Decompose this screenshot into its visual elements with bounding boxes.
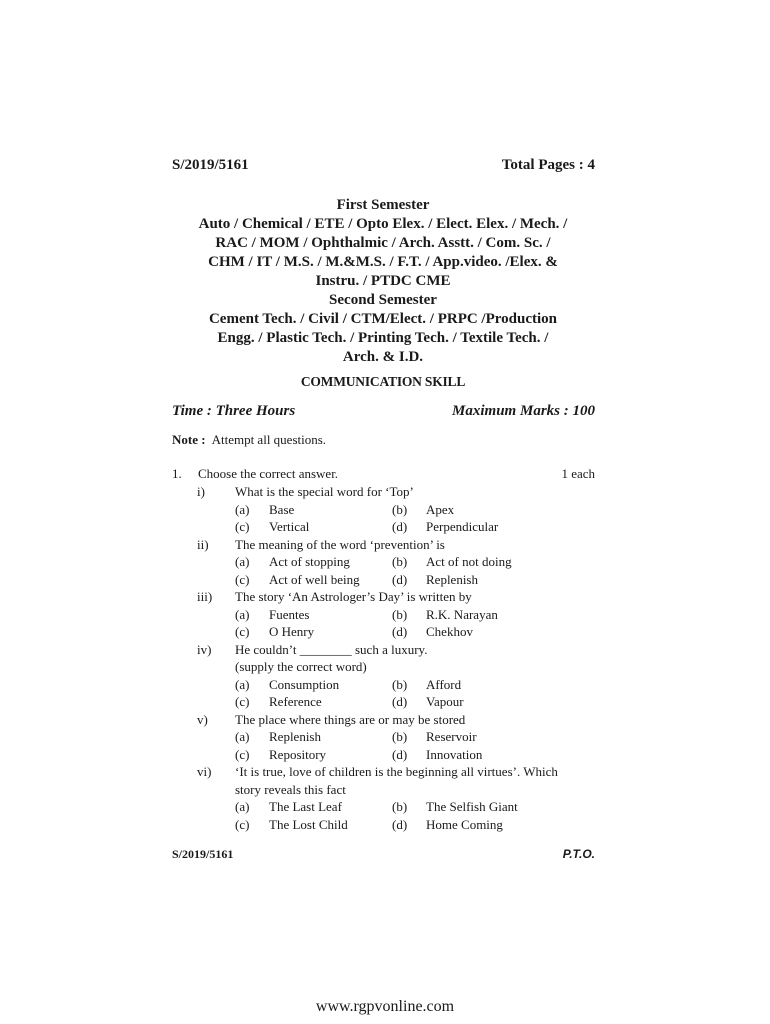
note — [172, 432, 595, 448]
option-text: Act of not doing — [426, 554, 512, 569]
max-marks-label: Maximum Marks : 100 — [452, 403, 595, 419]
option-letter: (b) — [392, 606, 408, 622]
heading-line: Engg. / Plastic Tech. / Printing Tech. / Textile Tech. / — [217, 330, 549, 346]
option-text: Consumption — [269, 676, 340, 692]
answer-option — [235, 798, 392, 816]
answer-option — [235, 606, 392, 624]
item-question-text: ‘It is true, love of children is the beginning all virtues’. Which — [235, 764, 558, 779]
option-text: Act of well being — [269, 571, 360, 587]
answer-option — [235, 518, 392, 536]
answer-option — [392, 798, 592, 816]
option-letter: (a) — [235, 799, 250, 814]
answer-option — [235, 816, 392, 834]
answer-option — [392, 501, 592, 519]
question-text: Choose the correct answer. — [198, 466, 339, 481]
heading-line: First Semester — [336, 197, 430, 213]
option-letter: (c) — [235, 694, 250, 709]
question-marks: 1 each — [561, 466, 595, 481]
option-letter: (a) — [235, 729, 250, 744]
options-grid — [235, 728, 595, 763]
item-number: iv) — [197, 641, 212, 657]
footer-code: S/2019/5161 — [172, 847, 234, 861]
question-item — [197, 536, 595, 589]
option-letter: (b) — [392, 501, 408, 517]
option-text: Base — [269, 501, 295, 517]
answer-option — [392, 816, 592, 834]
item-question-text: The meaning of the word ‘prevention’ is — [235, 536, 445, 552]
option-letter: (b) — [392, 676, 408, 692]
answer-option — [392, 623, 592, 641]
answer-option — [392, 571, 592, 589]
option-text: The Lost Child — [269, 816, 348, 832]
question-item — [197, 711, 595, 764]
option-text: Afford — [426, 676, 462, 692]
option-letter: (b) — [392, 729, 408, 744]
answer-option — [235, 501, 392, 519]
item-question-text: What is the special word for ‘Top’ — [235, 484, 414, 499]
question-1-header — [172, 466, 595, 482]
option-text: The Selfish Giant — [426, 799, 518, 814]
option-text: Replenish — [426, 571, 478, 587]
option-text: Act of stopping — [269, 554, 350, 569]
option-letter: (a) — [235, 606, 250, 622]
option-letter: (d) — [392, 624, 408, 639]
item-question-text: The story ‘An Astrologer’s Day’ is written by — [235, 589, 472, 604]
header-row — [172, 157, 595, 174]
option-text: Perpendicular — [426, 519, 499, 534]
option-text: Innovation — [426, 746, 483, 762]
answer-option — [235, 746, 392, 764]
answer-option — [392, 606, 592, 624]
answer-option — [235, 676, 392, 694]
note-label: Note : — [172, 432, 206, 447]
option-text: Chekhov — [426, 624, 473, 639]
option-text: Vertical — [269, 519, 310, 534]
option-text: Apex — [426, 501, 455, 517]
question-items — [197, 483, 595, 833]
option-letter: (d) — [392, 571, 408, 587]
paper-code: S/2019/5161 — [172, 157, 249, 173]
option-text: Replenish — [269, 729, 321, 744]
time-marks-row — [172, 403, 595, 420]
item-question-text: story reveals this fact — [235, 781, 346, 797]
question-number: 1. — [172, 466, 182, 481]
option-letter: (c) — [235, 519, 250, 534]
option-letter: (d) — [392, 746, 408, 762]
total-pages: Total Pages : 4 — [501, 157, 595, 173]
options-grid — [235, 501, 595, 536]
heading-line: RAC / MOM / Ophthalmic / Arch. Asstt. / Com. Sc. / — [215, 235, 551, 251]
heading-line: CHM / IT / M.S. / M.&M.S. / F.T. / App.video. /Elex. & — [208, 254, 558, 270]
options-grid — [235, 606, 595, 641]
option-text: Reservoir — [426, 729, 477, 744]
answer-option — [235, 693, 392, 711]
heading-line: Arch. & I.D. — [342, 349, 424, 365]
option-letter: (c) — [235, 816, 250, 832]
option-letter: (d) — [392, 694, 408, 709]
footer — [172, 847, 595, 862]
option-text: Reference — [269, 694, 322, 709]
question-item — [197, 483, 595, 536]
option-letter: (c) — [235, 571, 250, 587]
note-text: Attempt all questions. — [211, 432, 327, 447]
answer-option — [235, 623, 392, 641]
answer-option — [235, 728, 392, 746]
item-number: vi) — [197, 764, 212, 779]
option-text: Home Coming — [426, 816, 503, 832]
options-grid — [235, 798, 595, 833]
item-number: i) — [197, 484, 205, 499]
answer-option — [392, 746, 592, 764]
answer-option — [392, 728, 592, 746]
heading-line: Auto / Chemical / ETE / Opto Elex. / Elect. Elex. / Mech. / — [198, 216, 568, 232]
pto-label: P.T.O. — [562, 847, 595, 861]
option-letter: (d) — [392, 816, 408, 832]
subject-title: COMMUNICATION SKILL — [300, 374, 466, 389]
item-question-text: The place where things are or may be stored — [235, 711, 466, 727]
option-text: Repository — [269, 746, 327, 762]
answer-option — [235, 571, 392, 589]
time-label: Time : Three Hours — [172, 403, 296, 419]
item-number: ii) — [197, 536, 209, 552]
options-grid — [235, 553, 595, 588]
answer-option — [235, 553, 392, 571]
option-text: O Henry — [269, 624, 315, 639]
option-letter: (c) — [235, 746, 250, 762]
question-item — [197, 588, 595, 641]
option-letter: (b) — [392, 799, 408, 814]
website-url[interactable]: www.rgpvonline.com — [315, 998, 455, 1015]
answer-option — [392, 676, 592, 694]
option-text: Vapour — [426, 694, 464, 709]
option-text: Fuentes — [269, 606, 310, 622]
option-letter: (c) — [235, 624, 250, 639]
answer-option — [392, 553, 592, 571]
item-question-text: He couldn’t ________ such a luxury. — [235, 641, 428, 657]
answer-option — [392, 518, 592, 536]
course-heading — [150, 196, 616, 367]
options-grid — [235, 676, 595, 711]
option-letter: (a) — [235, 676, 250, 692]
question-item — [197, 763, 595, 833]
item-question-text: (supply the correct word) — [235, 659, 367, 674]
answer-option — [392, 693, 592, 711]
option-text: The Last Leaf — [269, 799, 342, 814]
option-letter: (d) — [392, 519, 408, 534]
heading-line: Instru. / PTDC CME — [315, 273, 451, 289]
item-number: iii) — [197, 589, 213, 604]
option-letter: (a) — [235, 554, 250, 569]
heading-line: Second Semester — [329, 292, 437, 308]
option-text: R.K. Narayan — [426, 606, 498, 622]
question-item — [197, 641, 595, 711]
option-letter: (b) — [392, 554, 408, 569]
heading-line: Cement Tech. / Civil / CTM/Elect. / PRPC /Production — [208, 311, 558, 327]
item-number: v) — [197, 711, 208, 727]
option-letter: (a) — [235, 501, 250, 517]
